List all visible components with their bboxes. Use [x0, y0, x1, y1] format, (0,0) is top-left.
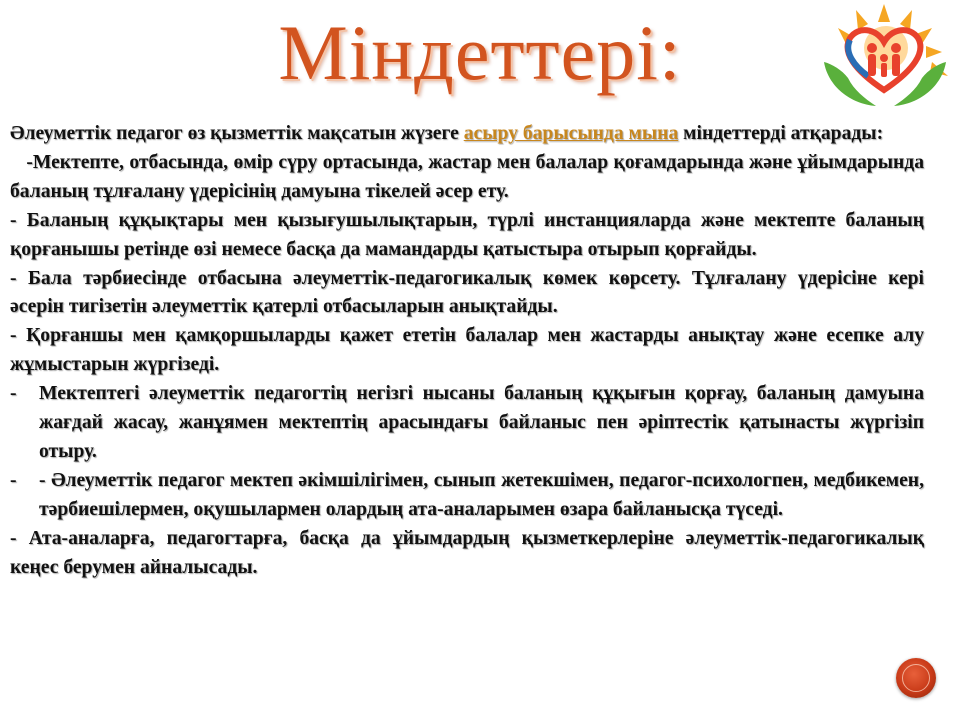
task-paragraph-3: - Бала тәрбиесінде отбасына әлеуметтік-педагогикалық көмек көрсету. Тұлғалану үдерісіне кері әсерін тигізетін әлеуметтік қатерлі отбасыларын анықтайды. — [10, 267, 924, 318]
list-bullet: - — [10, 469, 17, 491]
list-item-text: Мектептегі әлеуметтік педагогтің негізгі нысаны баланың құқығын қорғау, баланың дамуына жағдай жасау, жанұямен мектептің арасындағы байланыс пен әріптестік қатынасты жүргізіп отыру. — [39, 383, 924, 462]
intro-text: Әлеуметтік педагог өз қызметтік мақсатын жүзеге — [10, 123, 464, 144]
list-bullet: - — [10, 383, 17, 405]
list-item-text: - Әлеуметтік педагог мектеп әкімшілігімен, сынып жетекшімен, педагог-психологпен, медбикемен, тәрбиешілермен, оқушылармен олардың ата-аналарымен өзара байланысқа түседі. — [39, 469, 924, 520]
task-paragraph-5: - Ата-аналарға, педагогтарға, басқа да ұйымдардың қызметкерлеріне әлеуметтік-педагогикалық кеңес берумен айналысады. — [10, 527, 924, 578]
family-hands-heart-logo-icon — [814, 0, 954, 112]
task-paragraph-1: -Мектепте, отбасында, өмір сүру ортасында, жастар мен балалар қоғамдарында және ұйымдарында баланың тұлғалану үдерісінің дамуына тікелей әсер ету. — [10, 151, 929, 202]
slide-title: Міндеттері: — [278, 9, 682, 96]
list-item-1 — [10, 380, 924, 467]
list-item-2 — [10, 467, 924, 525]
intro-paragraph — [10, 120, 924, 149]
task-paragraph-4: - Қорғаншы мен қамқоршыларды қажет ететін балалар мен жастарды анықтау және есепке алу жұмыстарын жүргізеді. — [10, 325, 924, 376]
slide-body — [10, 120, 929, 583]
next-slide-button[interactable] — [896, 658, 936, 698]
intro-highlight: асыру барысында мына — [463, 123, 679, 144]
right-hand — [894, 62, 946, 106]
intro-text-rest: міндеттерді атқарады: — [678, 123, 884, 144]
task-paragraph-2: - Баланың құқықтары мен қызығушылықтарын, түрлі инстанцияларда және мектепте баланың қорғанышы ретінде өзі немесе басқа да мамандарды қатыстыра отырып қорғайды. — [10, 209, 924, 260]
